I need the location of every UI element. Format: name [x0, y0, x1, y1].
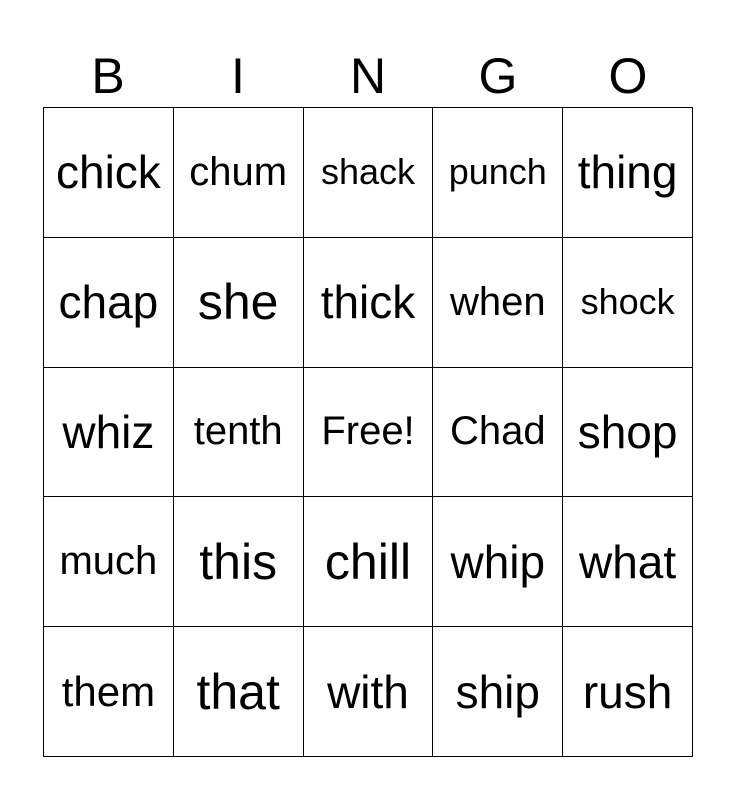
cell-word: punch: [448, 151, 547, 193]
bingo-cell: [433, 108, 563, 238]
cell-word: chill: [324, 533, 412, 590]
cell-word: thick: [320, 276, 416, 329]
cell-word: what: [579, 535, 677, 588]
header-letter-g: G: [478, 48, 518, 104]
cell-word: shop: [577, 405, 678, 458]
bingo-cell: [174, 497, 304, 627]
bingo-cell: [433, 497, 563, 627]
bingo-cell: [174, 368, 304, 498]
cell-word: that: [196, 663, 280, 720]
cell-word: chum: [189, 149, 288, 194]
bingo-cell: [433, 627, 563, 757]
bingo-cell: [44, 238, 174, 368]
cell-word: tenth: [193, 409, 283, 454]
bingo-board: [43, 107, 693, 757]
bingo-cell: [44, 108, 174, 238]
cell-word: chick: [55, 146, 161, 199]
cell-word: whiz: [62, 405, 155, 458]
cell-word: shack: [320, 151, 416, 193]
bingo-cell: [174, 238, 304, 368]
cell-word: with: [327, 665, 409, 718]
bingo-cell: [433, 368, 563, 498]
cell-word: much: [59, 539, 158, 584]
cell-word: when: [449, 279, 546, 324]
cell-word: thing: [577, 146, 678, 199]
cell-word: chap: [58, 276, 159, 329]
cell-word: Chad: [449, 409, 546, 454]
cell-word: them: [61, 667, 156, 715]
bingo-cell: [44, 497, 174, 627]
bingo-cell free-space: [304, 368, 434, 498]
cell-word: ship: [455, 665, 540, 718]
bingo-header: [43, 44, 693, 108]
bingo-cell: [563, 627, 693, 757]
bingo-cell: [563, 108, 693, 238]
cell-word: she: [197, 274, 279, 331]
header-letter-o: O: [608, 48, 648, 104]
bingo-cell: [304, 497, 434, 627]
bingo-cell: [44, 627, 174, 757]
bingo-cell: [433, 238, 563, 368]
cell-word: Free!: [321, 409, 415, 454]
bingo-cell: [304, 108, 434, 238]
cell-word: this: [199, 533, 278, 590]
bingo-cell: [563, 368, 693, 498]
bingo-cell: [174, 108, 304, 238]
cell-word: whip: [450, 535, 546, 588]
bingo-cell: [563, 238, 693, 368]
cell-word: rush: [582, 665, 673, 718]
bingo-cell: [563, 497, 693, 627]
header-letter-i: I: [231, 48, 245, 104]
header-letter-b: B: [91, 48, 125, 104]
cell-word: shock: [580, 281, 675, 323]
bingo-cell: [304, 238, 434, 368]
header-letter-n: N: [349, 48, 387, 104]
bingo-cell: [174, 627, 304, 757]
bingo-cell: [44, 368, 174, 498]
bingo-cell: [304, 627, 434, 757]
